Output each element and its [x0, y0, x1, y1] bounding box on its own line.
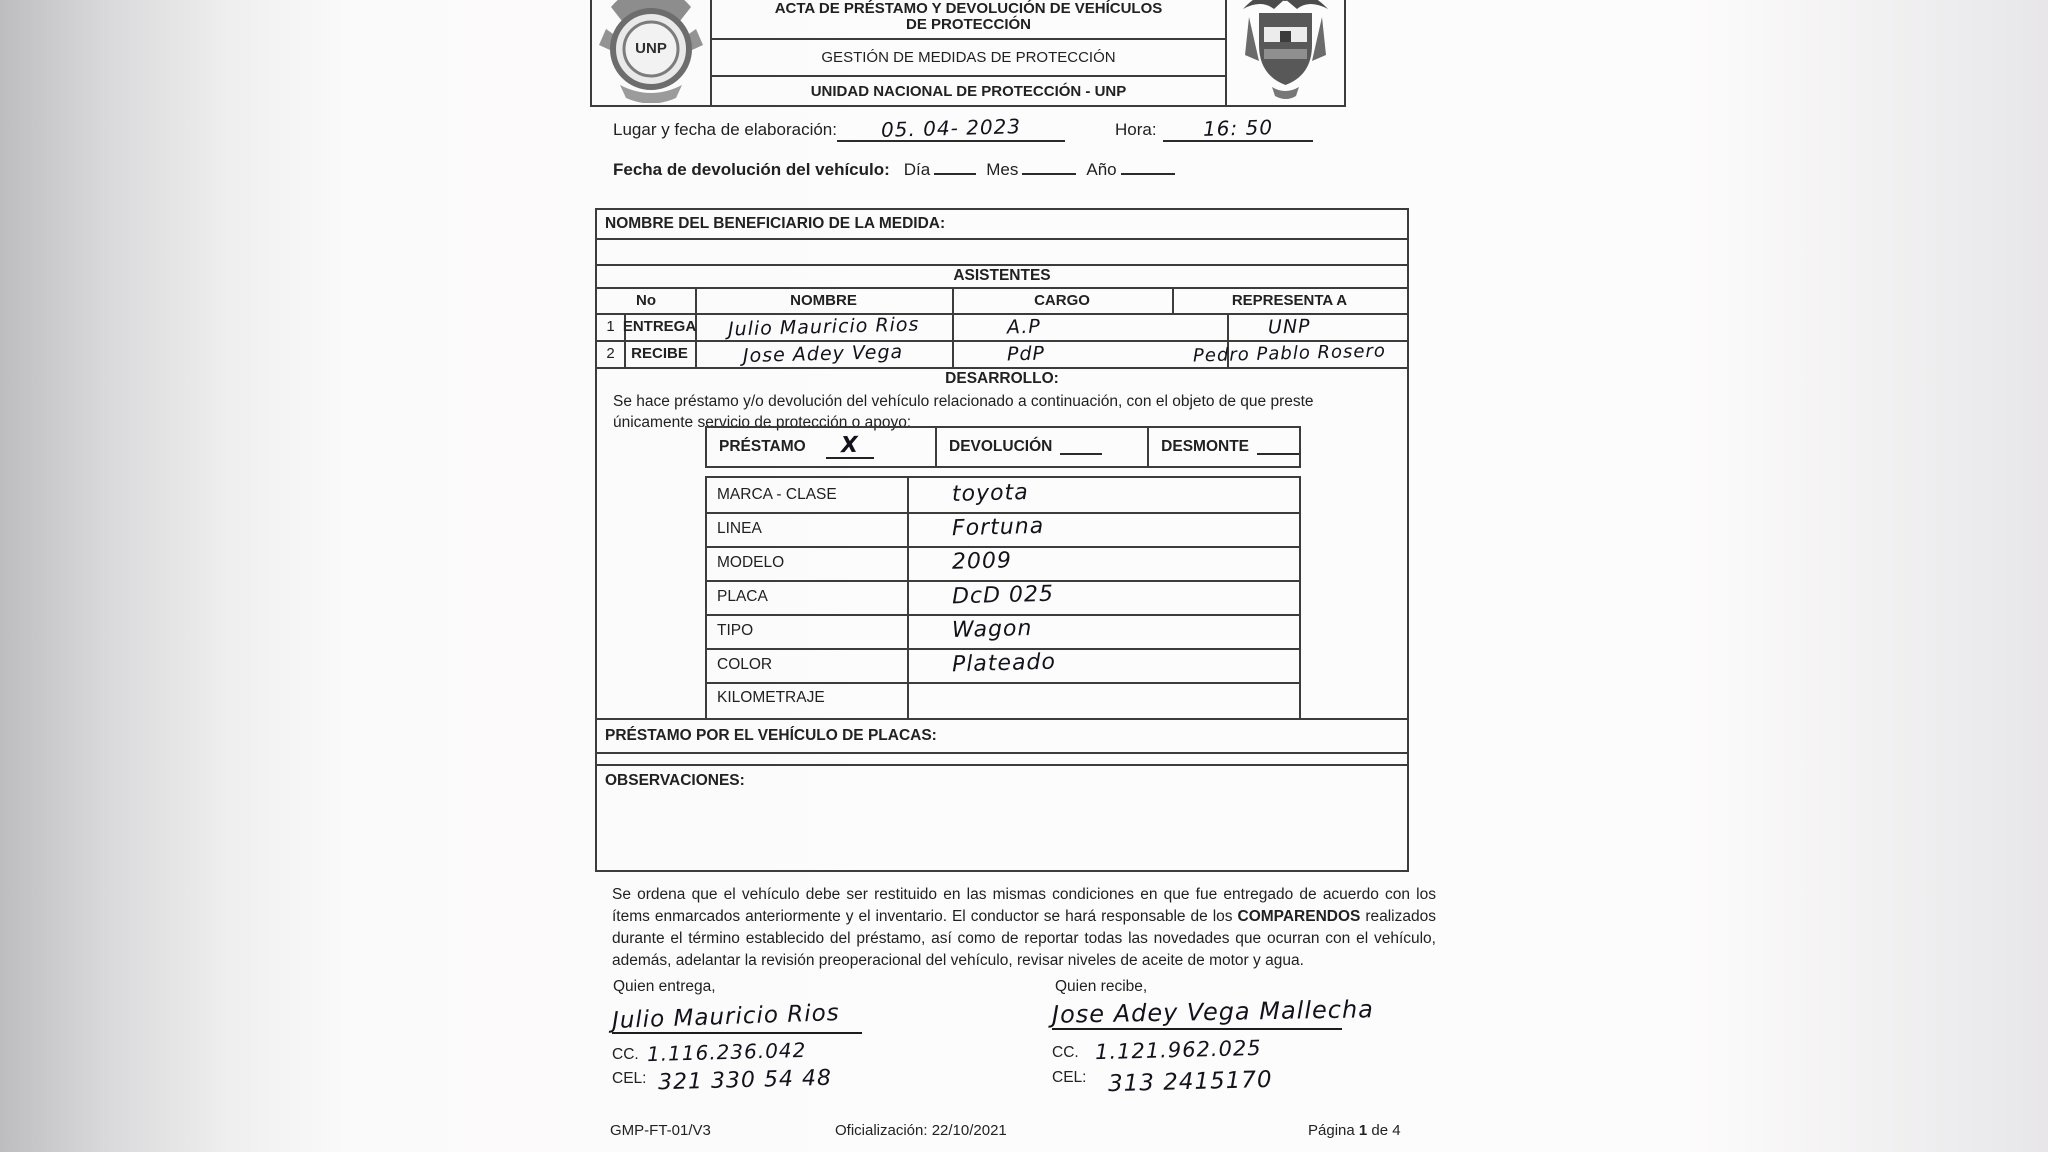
cc-entrega-label: CC.	[612, 1046, 639, 1063]
lugar-fecha-line	[613, 116, 1313, 142]
mes-label: Mes	[986, 160, 1019, 179]
asistente-2-rol: RECIBE	[624, 340, 697, 367]
vehiculo-row-placa: PLACA DcD 025	[707, 580, 1299, 616]
asistentes-title: ASISTENTES	[953, 266, 1051, 284]
prestamo-placas-row	[597, 718, 1407, 754]
desarrollo-title: DESARROLLO:	[945, 370, 1059, 387]
col-header-representa: REPRESENTA A	[1231, 291, 1348, 309]
footer-page-label: Página	[1308, 1122, 1355, 1139]
cel-entrega-line	[612, 1064, 833, 1096]
main-form-table	[595, 208, 1409, 872]
asistente-1-nombre: Julio Mauricio Rios	[695, 313, 954, 340]
dia-label: Día	[903, 160, 931, 179]
observaciones-row	[597, 764, 1407, 876]
tipo-operacion-table	[705, 426, 1301, 468]
firma-recibe: Jose Adey Vega Mallecha	[1051, 995, 1375, 1029]
quien-recibe-label: Quien recibe,	[1055, 978, 1148, 995]
firma-entrega: Julio Mauricio Rios	[612, 1004, 862, 1034]
col-header-nombre: NOMBRE	[695, 287, 954, 313]
desmonte-check-field	[1257, 439, 1299, 455]
prestamo-label: PRÉSTAMO	[719, 438, 806, 455]
hora-field	[1163, 116, 1313, 142]
orden-text-bold: COMPARENDOS	[1237, 908, 1361, 925]
beneficiario-label: NOMBRE DEL BENEFICIARIO DE LA MEDIDA:	[605, 215, 946, 232]
hora-label: Hora:	[1115, 120, 1157, 139]
vehiculo-row-kilometraje: KILOMETRAJE	[717, 689, 825, 706]
colombia-coat-of-arms-icon	[1239, 0, 1332, 99]
footer-oficializacion: Oficialización: 22/10/2021	[835, 1122, 1007, 1139]
vehiculo-row-color: COLOR Plateado	[707, 648, 1299, 684]
asistente-2-cargo: PdP	[952, 340, 1229, 367]
col-header-cargo: CARGO	[952, 287, 1174, 313]
asistente-1-cargo: A.P	[952, 313, 1229, 340]
cel-entrega-value: 321 330 54 48	[658, 1065, 833, 1096]
devolucion-cell	[937, 428, 1149, 466]
vehiculo-row-linea: LINEA Fortuna	[707, 512, 1299, 548]
footer-page-number: 1	[1358, 1122, 1368, 1139]
desarrollo-text: Se hace préstamo y/o devolución del vehículo relacionado a continuación, con el objeto de que preste únicamente servicio de protección o apoyo:	[613, 393, 1314, 431]
orden-paragraph	[612, 884, 1436, 972]
asistente-1-rol: ENTREGA	[624, 313, 697, 340]
cc-recibe-label: CC.	[1052, 1044, 1079, 1061]
asistente-2-no: 2	[597, 340, 626, 367]
quien-entrega-label: Quien entrega,	[613, 978, 716, 995]
asistente-2-nombre: Jose Adey Vega	[695, 340, 954, 367]
footer-form-code: GMP-FT-01/V3	[610, 1122, 711, 1139]
fecha-devolucion-label: Fecha de devolución del vehículo:	[613, 160, 890, 179]
footer-page-total: de 4	[1371, 1122, 1401, 1139]
lugar-fecha-value: 05. 04- 2023	[880, 114, 1022, 142]
vehiculo-row-marca: MARCA - CLASE toyota	[707, 478, 1299, 514]
cel-entrega-label: CEL:	[612, 1070, 647, 1087]
asistente-1-no: 1	[597, 313, 626, 340]
prestamo-check-field	[826, 432, 874, 459]
unp-logo-text: UNP	[635, 40, 667, 57]
orden-text-1: Se ordena que el vehículo debe ser restituido en las mismas condiciones en que fue entregado de acuerdo con los ítems enmarcados anteriormente y el inventario. El conductor se hará responsable de los	[612, 886, 1436, 925]
asistente-row-entrega	[597, 313, 1407, 342]
ano-field	[1121, 159, 1175, 175]
mes-field	[1022, 159, 1076, 175]
prestamo-check-mark: X	[840, 432, 860, 459]
cel-recibe-value: 313 2415170	[1108, 1066, 1274, 1098]
devolucion-check-field	[1060, 439, 1102, 455]
hora-value: 16: 50	[1202, 115, 1273, 141]
vehiculo-row-tipo: TIPO Wagon	[707, 614, 1299, 650]
unp-logo-cell	[592, 0, 712, 105]
lugar-fecha-field	[837, 116, 1065, 142]
cel-recibe-label: CEL:	[1052, 1069, 1087, 1086]
cc-recibe-line	[1052, 1035, 1262, 1065]
ano-label: Año	[1086, 160, 1117, 179]
asistentes-header-row	[597, 287, 1407, 315]
vehiculo-row-modelo: MODELO 2009	[707, 546, 1299, 582]
colombia-coat-of-arms-cell	[1225, 0, 1344, 105]
prestamo-cell	[707, 428, 937, 466]
form-header-table	[590, 0, 1346, 107]
lugar-fecha-label: Lugar y fecha de elaboración:	[613, 120, 837, 139]
asistente-row-recibe	[597, 340, 1407, 369]
cc-recibe-value: 1.121.962.025	[1094, 1035, 1262, 1065]
devolucion-label: DEVOLUCIÓN	[949, 438, 1053, 455]
asistente-1-representa: UNP	[1267, 314, 1312, 339]
form-title: ACTA DE PRÉSTAMO Y DEVOLUCIÓN DE VEHÍCULOS DE PROTECCIÓN	[712, 0, 1225, 40]
fecha-devolucion-line	[613, 159, 1175, 180]
observaciones-label: OBSERVACIONES:	[605, 772, 745, 789]
dia-field	[934, 159, 976, 175]
desmonte-label: DESMONTE	[1161, 438, 1249, 455]
form-subtitle: GESTIÓN DE MEDIDAS DE PROTECCIÓN	[712, 40, 1225, 77]
desmonte-cell	[1149, 428, 1299, 466]
beneficiario-empty-row	[597, 238, 1407, 266]
footer-page-indicator	[1308, 1122, 1401, 1139]
cc-entrega-line	[612, 1037, 807, 1067]
orden-text-2: realizados durante el término establecido del préstamo, así como de reportar todas las novedades que ocurran con el vehículo, además, adelantar la revisión preoperacional del vehículo, revisar niveles de aceite de motor y agua.	[612, 908, 1436, 969]
cc-entrega-value: 1.116.236.042	[646, 1037, 807, 1067]
form-title-block	[712, 0, 1225, 105]
col-header-no: No	[597, 287, 697, 313]
cel-recibe-line	[1052, 1062, 1274, 1098]
prestamo-placas-label: PRÉSTAMO POR EL VEHÍCULO DE PLACAS:	[605, 727, 937, 744]
asistente-2-representa: Pedro Pablo Rosero	[1192, 340, 1387, 367]
asistentes-title-row	[597, 264, 1407, 289]
form-entity: UNIDAD NACIONAL DE PROTECCIÓN - UNP	[810, 82, 1127, 100]
beneficiario-row	[597, 210, 1407, 240]
vehiculo-table	[705, 476, 1301, 720]
